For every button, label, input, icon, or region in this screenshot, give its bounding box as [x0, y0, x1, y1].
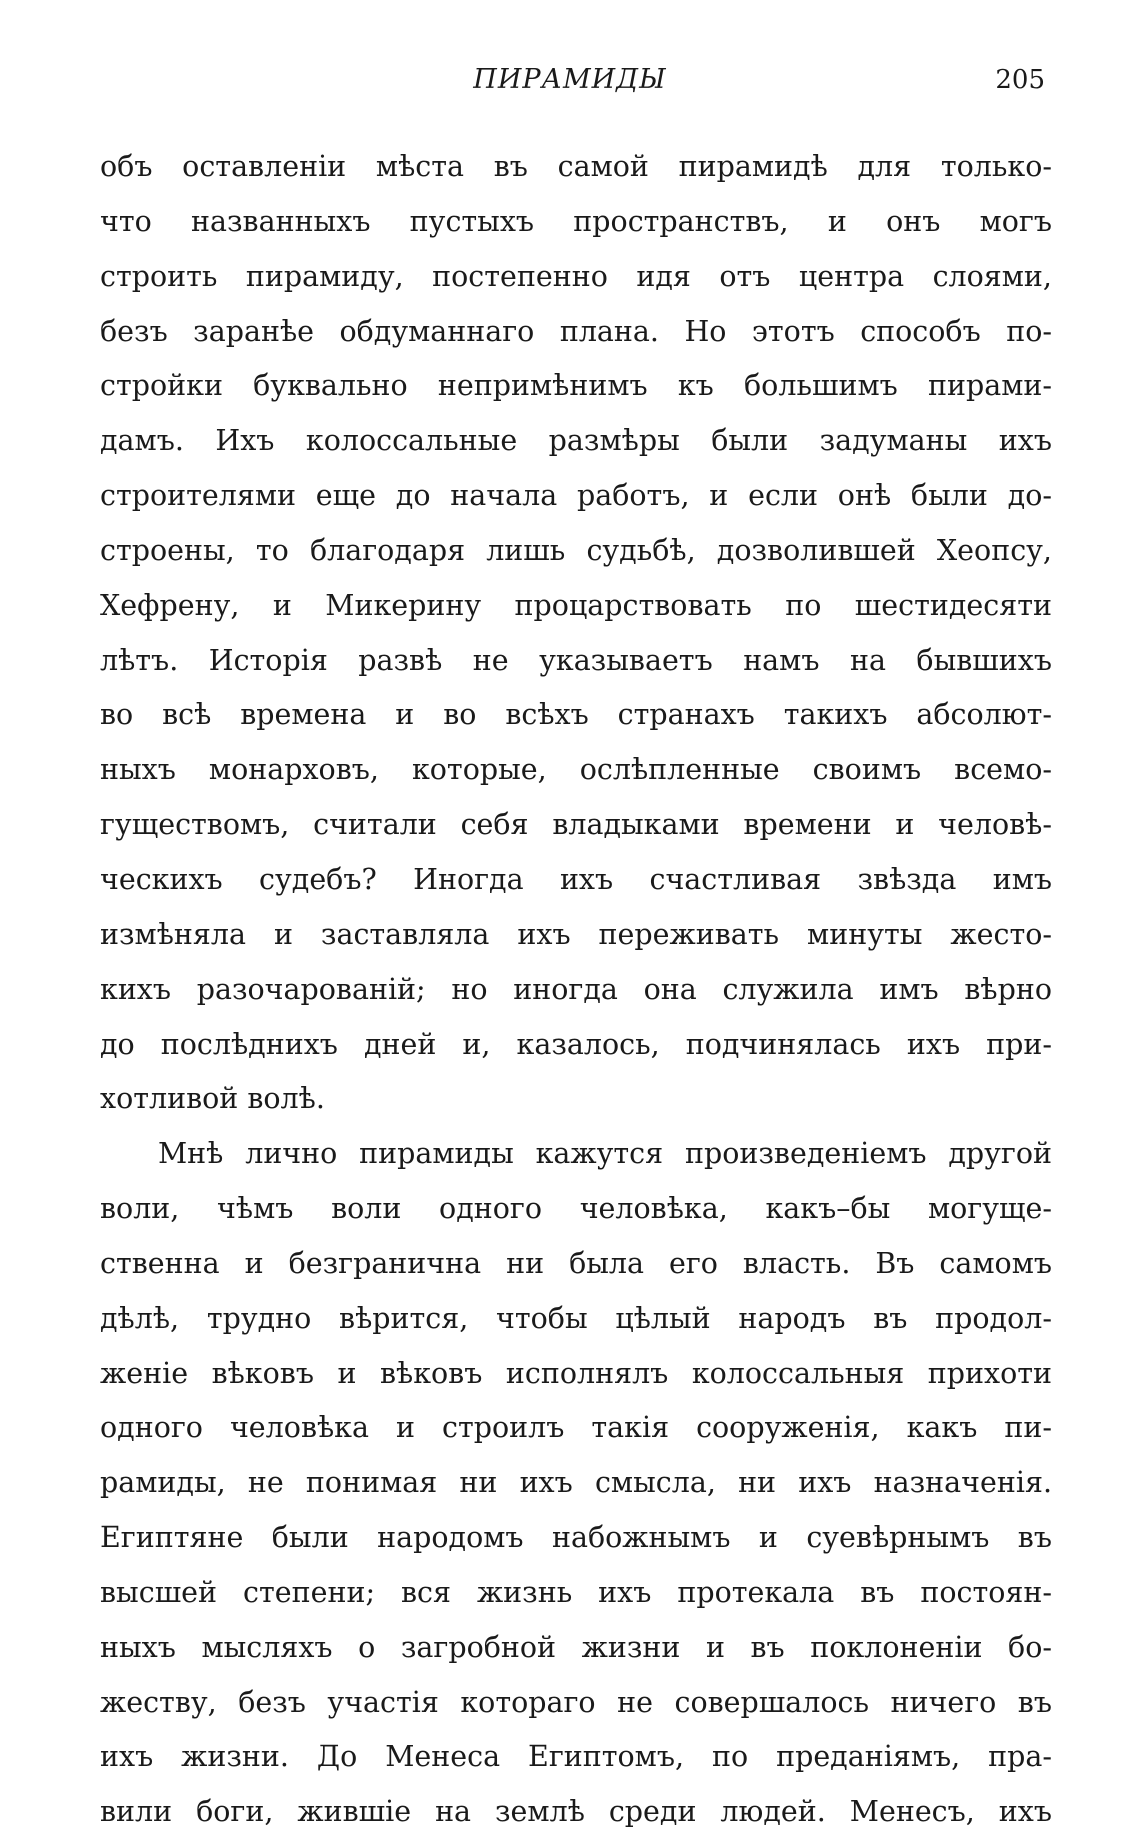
- text-line: лѣтъ. Исторія развѣ не указываетъ намъ на бывшихъ: [100, 643, 1052, 677]
- running-title: ПИРАМИДЫ: [473, 64, 667, 95]
- text-line: безъ заранѣе обдуманнаго плана. Но этотъ способъ по-: [100, 314, 1052, 348]
- paragraph-start-line: Мнѣ лично пирамиды кажутся произведеніемъ другой: [158, 1137, 1052, 1171]
- paragraph-end-line: хотливой волѣ.: [100, 1082, 325, 1116]
- text-line: ихъ жизни. До Менеса Египтомъ, по преданіямъ, пра-: [100, 1740, 1052, 1774]
- text-line: до послѣднихъ дней и, казалось, подчинялась ихъ при-: [100, 1027, 1052, 1061]
- text-line: высшей степени; вся жизнь ихъ протекала въ постоян-: [100, 1575, 1052, 1609]
- text-line: дѣлѣ, трудно вѣрится, чтобы цѣлый народъ въ продол-: [100, 1301, 1052, 1335]
- text-line: строены, то благодаря лишь судьбѣ, дозволившей Хеопсу,: [100, 533, 1052, 567]
- text-line: строить пирамиду, постепенно идя отъ центра слоями,: [100, 259, 1052, 293]
- text-line: Хефрену, и Микерину процарствовать по шестидесяти: [100, 588, 1052, 622]
- text-line: строителями еще до начала работъ, и если онѣ были до-: [100, 479, 1052, 513]
- body-text: [100, 140, 1052, 1840]
- text-line: гуществомъ, считали себя владыками времени и человѣ-: [100, 808, 1052, 842]
- text-line: во всѣ времена и во всѣхъ странахъ такихъ абсолют-: [100, 698, 1052, 732]
- text-line: кихъ разочарованій; но иногда она служила имъ вѣрно: [100, 972, 1052, 1006]
- text-line: объ оставленіи мѣста въ самой пирамидѣ для только-: [100, 150, 1052, 183]
- text-line: ственна и безгранична ни была его власть. Въ самомъ: [100, 1246, 1052, 1280]
- text-line: вили боги, жившіе на землѣ среди людей. Менесъ, ихъ: [100, 1795, 1052, 1829]
- text-line: одного человѣка и строилъ такія сооруженія, какъ пи-: [100, 1411, 1052, 1445]
- text-line: измѣняла и заставляла ихъ переживать минуты жесто-: [100, 917, 1052, 951]
- text-line: ческихъ судебъ? Иногда ихъ счастливая звѣзда имъ: [100, 862, 1052, 896]
- text-line: Египтяне были народомъ набожнымъ и суевѣрнымъ въ: [100, 1521, 1052, 1555]
- text-line: что названныхъ пустыхъ пространствъ, и онъ могъ: [100, 204, 1052, 238]
- text-line: ныхъ монарховъ, которые, ослѣпленные своимъ всемо-: [100, 753, 1052, 787]
- text-line: женіе вѣковъ и вѣковъ исполнялъ колоссальныя прихоти: [100, 1356, 1052, 1390]
- text-line: стройки буквально непримѣнимъ къ большимъ пирами-: [100, 369, 1052, 403]
- text-line: ныхъ мысляхъ о загробной жизни и въ поклоненіи бо-: [100, 1630, 1052, 1664]
- text-line: жеству, безъ участія котораго не совершалось ничего въ: [100, 1685, 1052, 1719]
- page-number: 205: [995, 65, 1045, 95]
- text-line: воли, чѣмъ воли одного человѣка, какъ–бы могуще-: [100, 1192, 1052, 1226]
- text-line: дамъ. Ихъ колоссальные размѣры были задуманы ихъ: [100, 424, 1052, 458]
- text-line: рамиды, не понимая ни ихъ смысла, ни ихъ назначенія.: [100, 1466, 1052, 1500]
- running-head: [0, 60, 1140, 100]
